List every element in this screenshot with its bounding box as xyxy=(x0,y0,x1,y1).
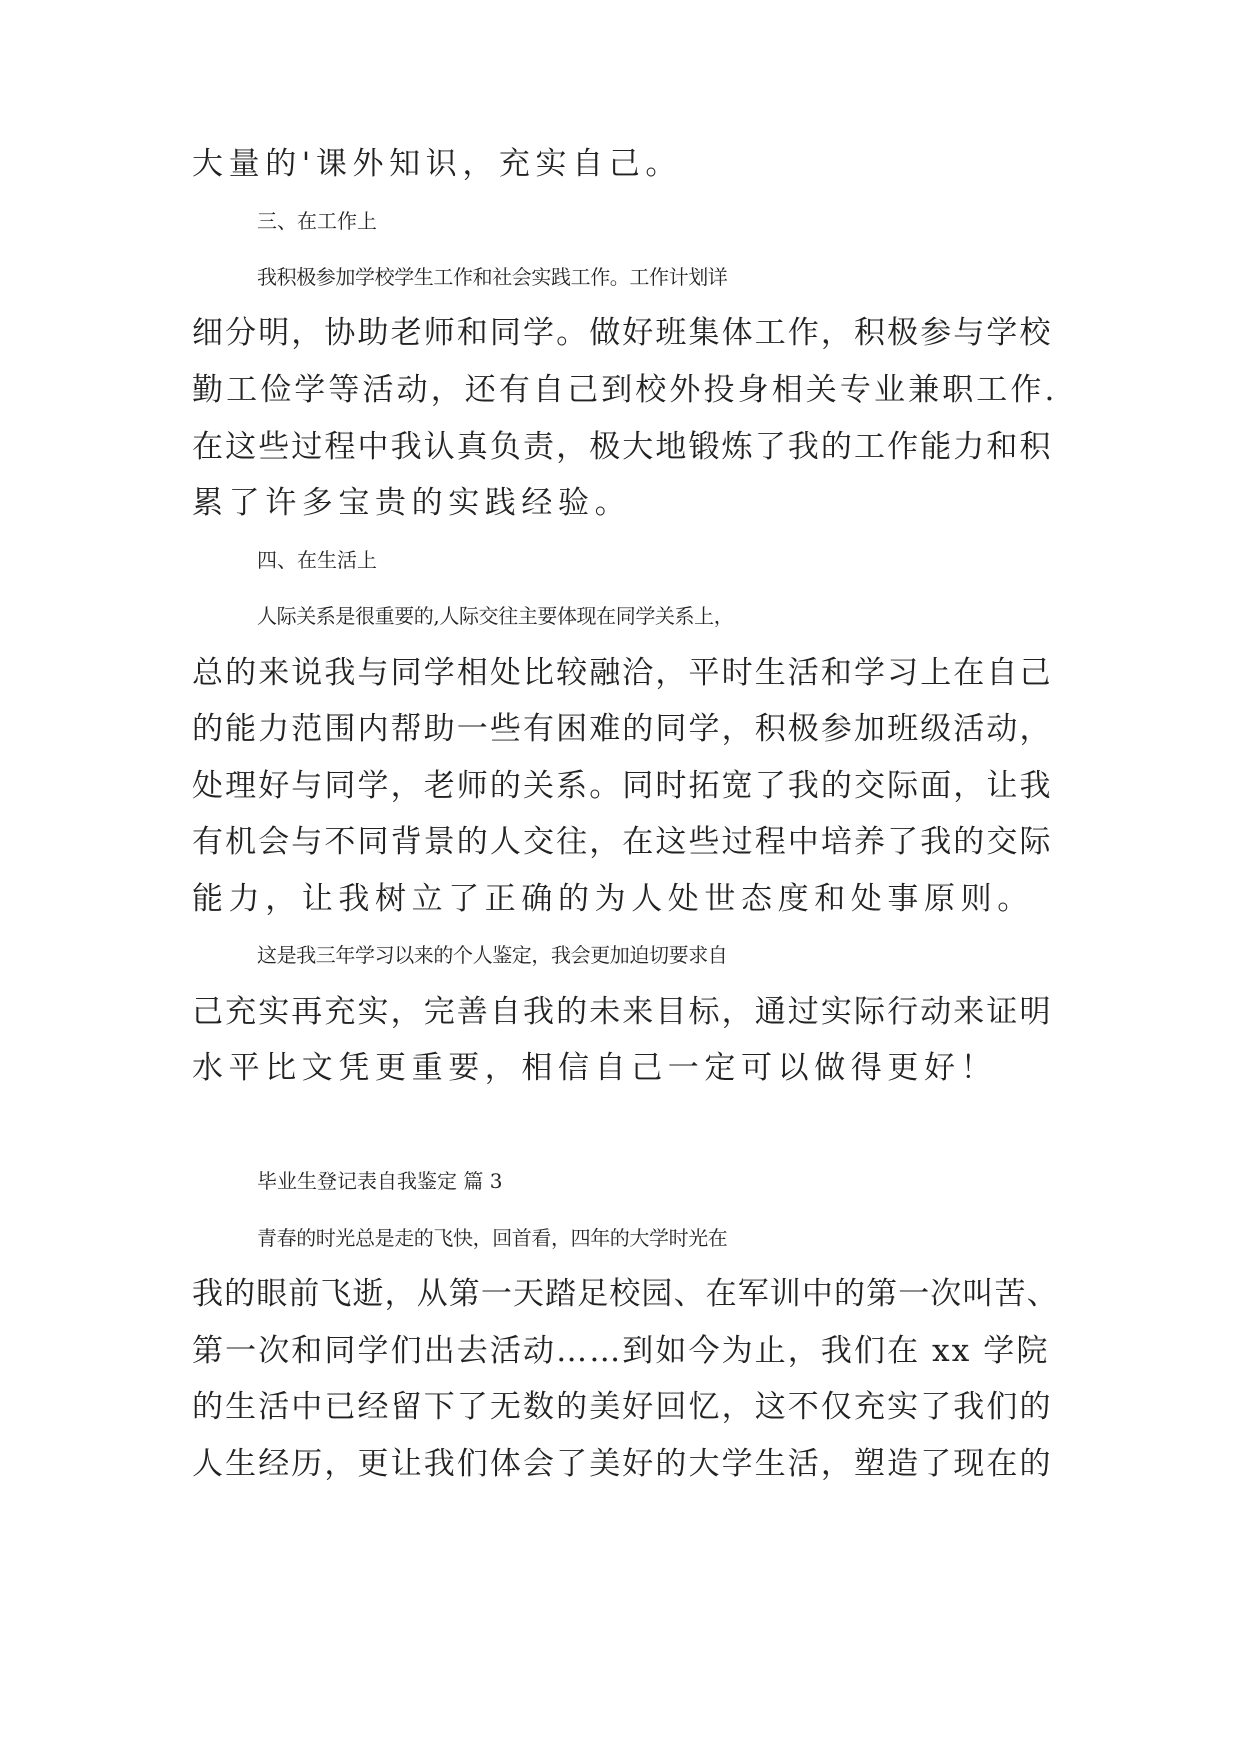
text-line: 在这些过程中我认真负责，极大地锻炼了我的工作能力和积 xyxy=(192,429,1053,465)
article-title: 毕业生登记表自我鉴定 篇 3 xyxy=(257,1169,503,1193)
text-line: 青春的时光总是走的飞快，回首看，四年的大学时光在 xyxy=(257,1226,728,1250)
text-line: 大量的'课外知识，充实自己。 xyxy=(192,146,682,182)
text-line: 累了许多宝贵的实践经验。 xyxy=(192,485,632,521)
text-line: 勤工俭学等活动，还有自己到校外投身相关专业兼职工作. xyxy=(192,372,1058,408)
text-line: 细分明，协助老师和同学。做好班集体工作，积极参与学校 xyxy=(192,315,1053,351)
text-line: 的能力范围内帮助一些有困难的同学，积极参加班级活动， xyxy=(192,711,1053,747)
text-line: 己充实再充实，完善自我的未来目标，通过实际行动来证明 xyxy=(192,994,1053,1030)
text-line: 的生活中已经留下了无数的美好回忆，这不仅充实了我们的 xyxy=(192,1389,1053,1425)
text-line: 总的来说我与同学相处比较融洽，平时生活和学习上在自己 xyxy=(192,655,1053,691)
text-line: 我的眼前飞逝，从第一天踏足校园、在军训中的第一次叫苦、 xyxy=(192,1276,1059,1312)
text-line: 人生经历，更让我们体会了美好的大学生活，塑造了现在的 xyxy=(192,1446,1053,1482)
section-heading: 三、在工作上 xyxy=(257,209,377,233)
text-line: 有机会与不同背景的人交往，在这些过程中培养了我的交际 xyxy=(192,824,1053,860)
section-heading: 四、在生活上 xyxy=(257,548,377,572)
text-line: 水平比文凭更重要，相信自己一定可以做得更好！ xyxy=(192,1050,998,1086)
text-line: 处理好与同学，老师的关系。同时拓宽了我的交际面，让我 xyxy=(192,768,1053,804)
text-line: 我积极参加学校学生工作和社会实践工作。工作计划详 xyxy=(257,265,728,289)
text-line: 能力，让我树立了正确的为人处世态度和处事原则。 xyxy=(192,881,1034,917)
text-line: 人际关系是很重要的,人际交往主要体现在同学关系上， xyxy=(257,604,734,628)
text-line: 这是我三年学习以来的个人鉴定，我会更加迫切要求自 xyxy=(257,943,728,967)
text-line: 第一次和同学们出去活动……到如今为止，我们在 xx 学院 xyxy=(192,1333,1050,1369)
